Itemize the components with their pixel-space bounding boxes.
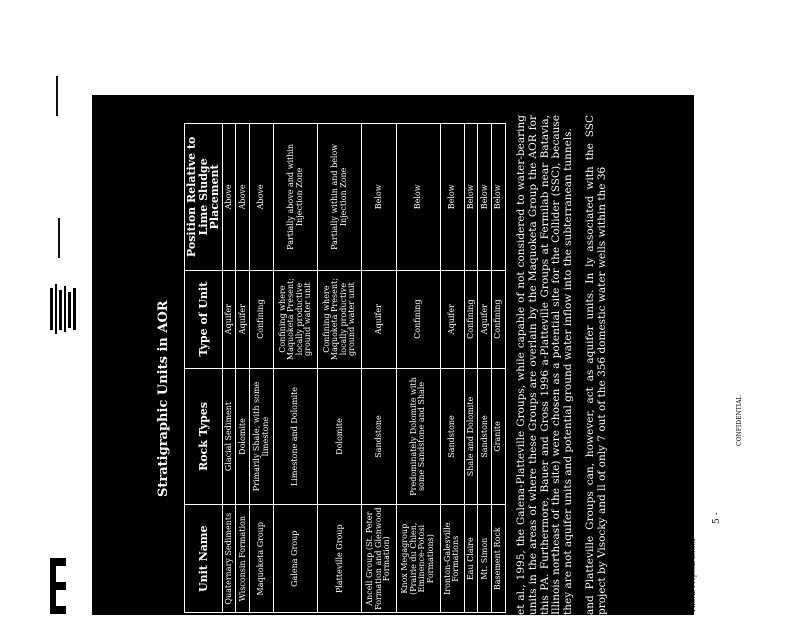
stratigraphic-units-table — [184, 123, 506, 613]
cell-unit-name: Galena Group — [274, 505, 318, 613]
cell-rock-types: Sandstone — [478, 368, 492, 505]
table-row — [464, 124, 478, 613]
paragraph: et al., 1995, the Galena-Platteville Groups, while capable of not considered to water-bearing units in the areas of where these Groups are overlain by the Maquoketa Group the AOR for this PA. Furthermore, Bauer and Gross 1996 a-Platteville Groups at Fermilab near Batavia, Illinois northeast of the site) were chosen as a potential site for the Collider (SSC), because they are not aquifer units and potential ground water inflow into the subterranean tunnels. — [515, 115, 575, 615]
cell-type-of-unit: Confining — [464, 270, 478, 368]
cell-unit-name: Ancell Group (St. Peter Formation and Glenwood Formation) — [362, 505, 396, 613]
cell-rock-types: Glacial Sediment — [222, 368, 236, 505]
cell-rock-types: Sandstone — [440, 368, 464, 505]
table-row — [318, 124, 362, 613]
cell-position: Below — [492, 124, 506, 271]
table-row — [396, 124, 440, 613]
cell-unit-name: Basement Rock — [492, 505, 506, 613]
cell-position: Partially above and within Injection Zone — [274, 124, 318, 271]
cell-position: Above — [250, 124, 274, 271]
cell-rock-types: Primarily Shale, with some limestone — [250, 368, 274, 505]
cell-unit-name: Ironton-Galesville Formations — [440, 505, 464, 613]
cell-position: Above — [236, 124, 250, 271]
table-title: Stratigraphic Units in AOR — [156, 300, 171, 497]
cell-type-of-unit: Confining — [492, 270, 506, 368]
table-row — [440, 124, 464, 613]
cell-unit-name: Platteville Group — [318, 505, 362, 613]
header-unit-name: Unit Name — [185, 505, 223, 613]
cell-rock-types: Granite — [492, 368, 506, 505]
table-row — [236, 124, 250, 613]
cell-position: Below — [362, 124, 396, 271]
cell-unit-name: Eau Claire — [464, 505, 478, 613]
cell-type-of-unit: Confining — [396, 270, 440, 368]
paragraph: and Platteville Groups can, however, act as aquifer units. In ly associated with the SSC project by Visocky and ll of only 7 out of the 356 domestic water wells within the 36 — [583, 115, 608, 615]
cell-rock-types: Dolomite — [236, 368, 250, 505]
binding-clip-mark — [50, 558, 66, 614]
cell-position: Partially within and below Injection Zone — [318, 124, 362, 271]
cell-type-of-unit: Aquifer — [440, 270, 464, 368]
cell-unit-name: Maquoketa Group — [250, 505, 274, 613]
cell-unit-name: Quaternary Sediments — [222, 505, 236, 613]
cell-rock-types: Shale and Dolomite — [464, 368, 478, 505]
cell-rock-types: Dolomite — [318, 368, 362, 505]
table-row — [274, 124, 318, 613]
header-rock-types: Rock Types — [185, 368, 223, 505]
page-number: 5 - — [712, 512, 722, 524]
cell-type-of-unit: Confining — [250, 270, 274, 368]
cell-unit-name: Knox Megagroup (Prairie du Chien, Eminence-Potosi Formations) — [396, 505, 440, 613]
barcode-mark — [50, 284, 76, 334]
header-position: Position Relative to Lime Sludge Placement — [185, 124, 223, 271]
cell-position: Above — [222, 124, 236, 271]
cell-position: Below — [478, 124, 492, 271]
table-header-row — [185, 124, 223, 613]
table-row — [478, 124, 492, 613]
scan-margin-line — [56, 76, 58, 116]
cell-rock-types: Sandstone — [362, 368, 396, 505]
footer-stamp: CONFIDENTIAL — [736, 395, 743, 446]
cell-type-of-unit: Aquifer — [362, 270, 396, 368]
cell-position: Below — [440, 124, 464, 271]
footer-document-id: FILTAB Proposal B.P.P.A — [690, 539, 697, 612]
body-text — [516, 115, 619, 615]
cell-type-of-unit: Confining where Maquoketa Present; locally productive ground water unit — [274, 270, 318, 368]
cell-unit-name: Mt. Simon — [478, 505, 492, 613]
header-type-of-unit: Type of Unit — [185, 270, 223, 368]
cell-unit-name: Wisconsin Formation — [236, 505, 250, 613]
table-row — [222, 124, 236, 613]
scan-margin-line — [58, 218, 60, 258]
table-row — [362, 124, 396, 613]
table-row — [492, 124, 506, 613]
table-row — [250, 124, 274, 613]
cell-position: Below — [464, 124, 478, 271]
cell-rock-types: Limestone and Dolomite — [274, 368, 318, 505]
cell-position: Below — [396, 124, 440, 271]
cell-type-of-unit: Aquifer — [478, 270, 492, 368]
cell-type-of-unit: Aquifer — [236, 270, 250, 368]
cell-type-of-unit: Aquifer — [222, 270, 236, 368]
rotated-page-content — [92, 95, 694, 615]
cell-type-of-unit: Confining where Maquoketa Present; locally productive ground water unit — [318, 270, 362, 368]
cell-rock-types: Predominately Dolomite with some Sandstone and Shale — [396, 368, 440, 505]
